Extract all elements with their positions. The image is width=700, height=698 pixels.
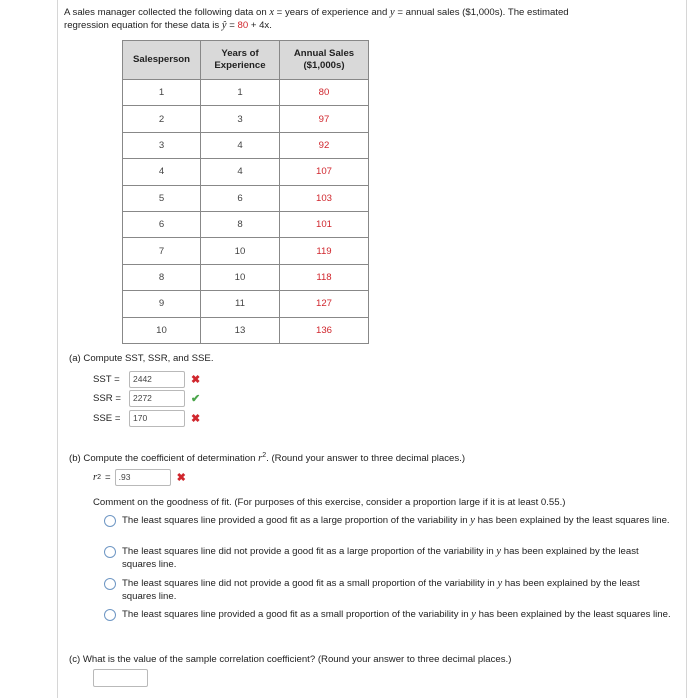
cell-salesperson: 8: [123, 264, 201, 290]
correct-check-icon: ✔: [191, 392, 201, 405]
r-symbol: r: [258, 453, 263, 465]
cell-years: 13: [201, 317, 280, 343]
radio-option-2[interactable]: [104, 545, 674, 571]
option-text: The least squares line provided a good fit as a small proportion of the variability in: [122, 609, 472, 620]
sse-row: [93, 409, 200, 427]
r2-row: [93, 468, 186, 486]
radio-button[interactable]: [104, 515, 116, 527]
table-row: [123, 132, 369, 158]
option-text: The least squares line did not provide a good fit as a small proportion of the variability in: [122, 578, 498, 589]
y-hat-symbol: ŷ: [221, 20, 227, 31]
radio-option-3[interactable]: [104, 577, 674, 603]
cell-years: 11: [201, 291, 280, 317]
cell-salesperson: 6: [123, 211, 201, 237]
cell-years: 3: [201, 106, 280, 132]
cell-sales: 97: [280, 106, 369, 132]
cell-sales: 118: [280, 264, 369, 290]
table-row: [123, 264, 369, 290]
sst-input[interactable]: 2442: [129, 371, 185, 388]
cell-years: 4: [201, 159, 280, 185]
intro-text: + 4x.: [248, 20, 272, 31]
incorrect-x-icon: ✖: [176, 471, 186, 484]
table-row: [123, 238, 369, 264]
r-symbol: r: [93, 471, 98, 483]
intro-text: =: [226, 20, 238, 31]
cell-salesperson: 1: [123, 80, 201, 106]
cell-sales: 92: [280, 132, 369, 158]
option-text: has been explained by the least squares line.: [122, 546, 639, 570]
sse-input[interactable]: 170: [129, 410, 185, 427]
table-row: [123, 80, 369, 106]
ssr-input[interactable]: 2272: [129, 390, 185, 407]
radio-button[interactable]: [104, 609, 116, 621]
header-salesperson: [123, 41, 201, 80]
option-text: has been explained by the least squares line.: [474, 515, 670, 526]
cell-salesperson: 9: [123, 291, 201, 317]
data-table: [122, 40, 369, 344]
cell-salesperson: 2: [123, 106, 201, 132]
option-label: [122, 577, 674, 603]
correlation-input[interactable]: [93, 669, 148, 687]
cell-sales: 103: [280, 185, 369, 211]
intro-text: = annual sales ($1,000s). The estimated: [394, 7, 569, 18]
y-variable: y: [496, 546, 502, 557]
goodness-of-fit-comment: Comment on the goodness of fit. (For purposes of this exercise, consider a proportion large if it is at least 0.55.): [93, 497, 566, 508]
incorrect-x-icon: ✖: [191, 412, 201, 425]
y-variable: y: [471, 609, 476, 620]
incorrect-x-icon: ✖: [191, 373, 201, 386]
header-text: Experience: [214, 60, 266, 71]
cell-sales: 136: [280, 317, 369, 343]
superscript-2: 2: [97, 473, 101, 481]
cell-years: 10: [201, 238, 280, 264]
cell-sales: 80: [280, 80, 369, 106]
table-row: [123, 317, 369, 343]
header-sales: [280, 41, 369, 80]
cell-salesperson: 4: [123, 159, 201, 185]
table-row: [123, 211, 369, 237]
radio-option-4[interactable]: [104, 608, 674, 621]
table-row: [123, 159, 369, 185]
cell-salesperson: 7: [123, 238, 201, 264]
y-variable: y: [390, 7, 395, 18]
intercept-value: 80: [237, 20, 249, 31]
option-text: The least squares line did not provide a good fit as a large proportion of the variability in: [122, 546, 497, 557]
radio-button[interactable]: [104, 578, 116, 590]
cell-sales: 127: [280, 291, 369, 317]
header-years: [201, 41, 280, 80]
cell-sales: 101: [280, 211, 369, 237]
option-text: has been explained by the least squares line.: [122, 578, 640, 602]
cell-sales: 107: [280, 159, 369, 185]
sst-row: [93, 370, 200, 388]
intro-text: = years of experience and: [274, 7, 391, 18]
option-text: The least squares line provided a good fit as a large proportion of the variability in: [122, 515, 471, 526]
sst-label: SST =: [93, 373, 120, 385]
cell-years: 10: [201, 264, 280, 290]
table-row: [123, 291, 369, 317]
part-b-prompt: [69, 452, 465, 464]
table-row: [123, 106, 369, 132]
cell-salesperson: 3: [123, 132, 201, 158]
cell-years: 4: [201, 132, 280, 158]
x-variable: x: [269, 7, 275, 18]
part-b-text: . (Round your answer to three decimal places.): [266, 453, 466, 465]
header-text: Salesperson: [132, 54, 191, 65]
equals-sign: =: [105, 471, 111, 483]
cell-sales: 119: [280, 238, 369, 264]
option-text: has been explained by the least squares line.: [475, 609, 671, 620]
part-a-prompt: (a) Compute SST, SSR, and SSE.: [69, 353, 214, 364]
header-text: Annual Sales: [293, 48, 355, 59]
superscript-2: 2: [262, 452, 267, 459]
ssr-label: SSR =: [93, 392, 121, 404]
y-variable: y: [470, 515, 475, 526]
table-row: [123, 185, 369, 211]
part-c-prompt: (c) What is the value of the sample correlation coefficient? (Round your answer to three decimal places.): [69, 654, 512, 665]
r2-input[interactable]: .93: [115, 469, 171, 486]
part-b-text: (b) Compute the coefficient of determination: [69, 453, 259, 465]
cell-years: 6: [201, 185, 280, 211]
cell-years: 1: [201, 80, 280, 106]
y-variable: y: [497, 578, 503, 589]
intro-text: A sales manager collected the following data on: [64, 7, 270, 18]
radio-option-1[interactable]: [104, 514, 674, 527]
radio-button[interactable]: [104, 546, 116, 558]
option-label: [122, 608, 671, 621]
header-text: Years of: [221, 48, 259, 59]
header-text: ($1,000s): [303, 60, 345, 71]
ssr-row: [93, 389, 200, 407]
option-label: [122, 514, 670, 527]
intro-text: regression equation for these data is: [64, 20, 222, 31]
sse-label: SSE =: [93, 412, 121, 424]
option-label: [122, 545, 674, 571]
cell-years: 8: [201, 211, 280, 237]
cell-salesperson: 5: [123, 185, 201, 211]
table-header-row: [123, 41, 369, 80]
problem-intro: [64, 6, 674, 32]
cell-salesperson: 10: [123, 317, 201, 343]
